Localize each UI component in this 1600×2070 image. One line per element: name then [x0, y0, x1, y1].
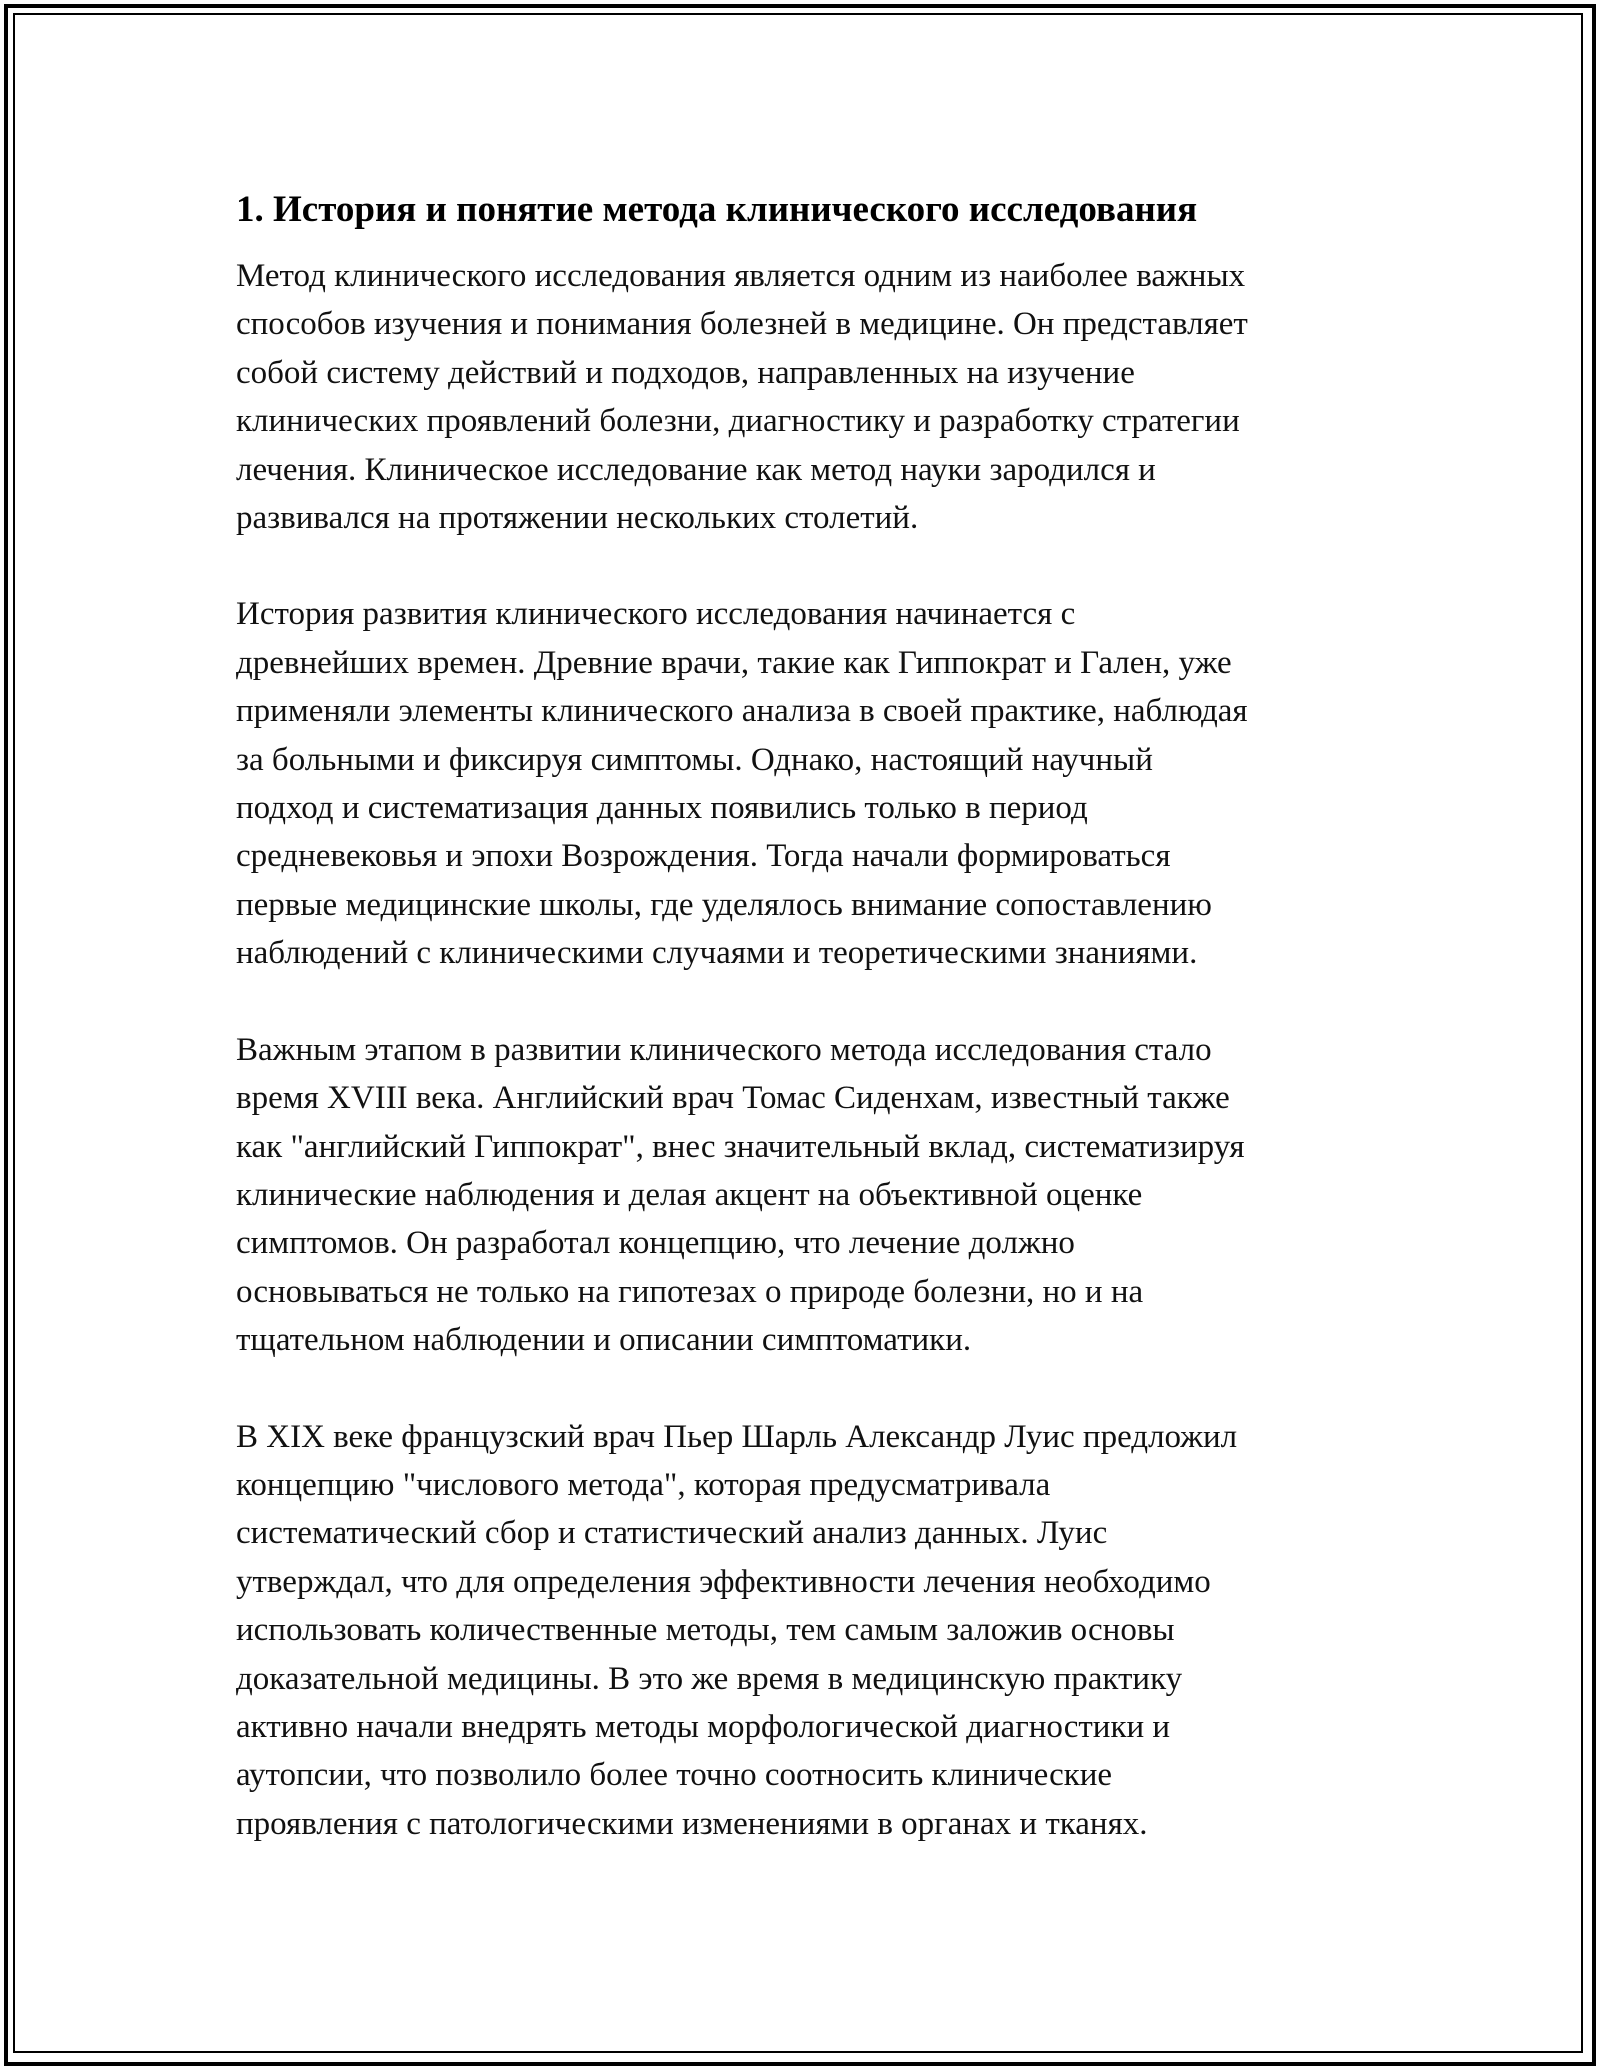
text-line: основываться не только на гипотезах о природе болезни, но и на [236, 1273, 1144, 1310]
text-line: подход и систематизация данных появились только в период [236, 790, 1088, 827]
paragraph-2 [236, 590, 1416, 977]
text-line: применяли элементы клинического анализа в своей практике, наблюдая [236, 693, 1248, 730]
section-heading: 1. История и понятие метода клинического исследования [236, 189, 1198, 230]
text-line: развивался на протяжении нескольких столетий. [236, 500, 919, 537]
text-line: История развития клинического исследования начинается с [236, 596, 1076, 633]
paragraph-1 [236, 252, 1416, 542]
text-line: тщательном наблюдении и описании симптоматики. [236, 1322, 972, 1359]
text-line: Метод клинического исследования является одним из наиболее важных [236, 258, 1246, 294]
text-line: аутопсии, что позволило более точно соотносить клинические [236, 1757, 1113, 1794]
paragraph-4 [236, 1413, 1416, 1849]
paragraph-3 [236, 1026, 1416, 1365]
text-line: как "английский Гиппократ", внес значительный вклад, систематизируя [236, 1128, 1245, 1165]
text-line: лечения. Клиническое исследование как метод науки зародился и [236, 451, 1156, 488]
text-line: активно начали внедрять методы морфологической диагностики и [236, 1708, 1171, 1745]
text-line: концепцию "числового метода", которая предусматривала [236, 1466, 1051, 1503]
text-line: наблюдений с клиническими случаями и теоретическими знаниями. [236, 935, 1198, 972]
text-line: клинические наблюдения и делая акцент на объективной оценке [236, 1176, 1143, 1213]
text-line: за больными и фиксируя симптомы. Однако, настоящий научный [236, 741, 1153, 778]
text-line: древнейших времен. Древние врачи, такие как Гиппократ и Гален, уже [236, 644, 1232, 681]
document-body [236, 186, 1416, 1896]
text-line: использовать количественные методы, тем самым заложив основы [236, 1612, 1175, 1649]
text-line: симптомов. Он разработал концепцию, что лечение должно [236, 1225, 1075, 1262]
text-line: первые медицинские школы, где уделялось внимание сопоставлению [236, 886, 1212, 923]
text-line: Важным этапом в развитии клинического метода исследования стало [236, 1031, 1212, 1068]
text-line: проявления с патологическими изменениями в органах и тканях. [236, 1805, 1148, 1842]
text-line: средневековья и эпохи Возрождения. Тогда начали формироваться [236, 838, 1171, 875]
text-line: доказательной медицины. В это же время в медицинскую практику [236, 1660, 1183, 1697]
text-line: время XVIII века. Английский врач Томас Сиденхам, известный также [236, 1080, 1230, 1117]
text-line: собой систему действий и подходов, направленных на изучение [236, 354, 1135, 391]
text-line: утверждал, что для определения эффективности лечения необходимо [236, 1563, 1211, 1600]
text-line: В XIX веке французский врач Пьер Шарль Александр Луис предложил [236, 1418, 1238, 1455]
text-line: способов изучения и понимания болезней в медицине. Он представляет [236, 306, 1248, 343]
text-line: систематический сбор и статистический анализ данных. Луис [236, 1515, 1108, 1552]
text-line: клинических проявлений болезни, диагностику и разработку стратегии [236, 403, 1240, 440]
